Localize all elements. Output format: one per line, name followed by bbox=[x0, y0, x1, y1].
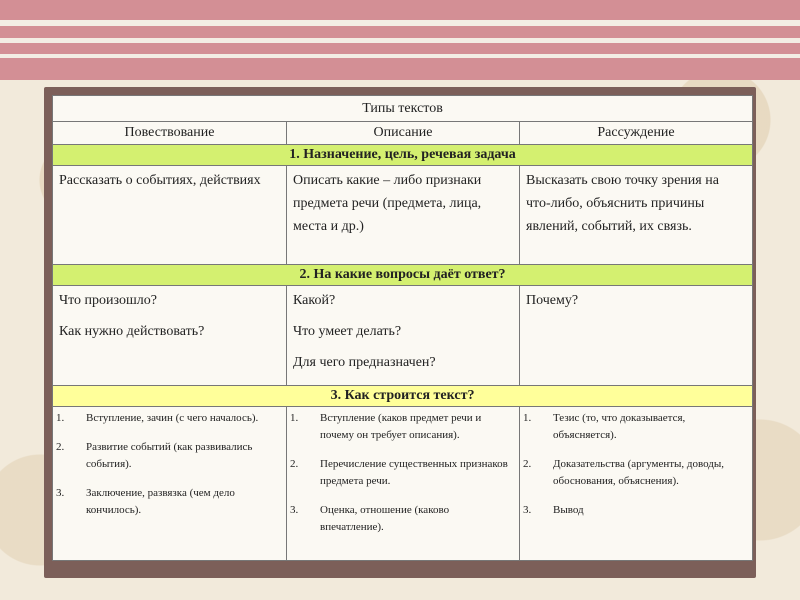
header-reasoning: Рассуждение bbox=[520, 122, 753, 145]
table-row bbox=[53, 286, 753, 386]
list-item bbox=[53, 439, 282, 473]
cell-text: Почему? bbox=[526, 293, 579, 308]
list-item bbox=[53, 485, 282, 519]
cell-text: Для чего предназначен? bbox=[293, 355, 436, 370]
text-types-table bbox=[52, 95, 753, 561]
list-number: 3. bbox=[290, 504, 299, 516]
cell-text: Что умеет делать? bbox=[293, 324, 402, 339]
section-row-purpose bbox=[53, 145, 753, 166]
section-heading: 1. Назначение, цель, речевая задача bbox=[53, 145, 753, 166]
list-number: 2. bbox=[56, 441, 65, 453]
list-text: Тезис (то, что доказывается, объясняется). bbox=[553, 412, 686, 441]
table-cell bbox=[520, 407, 753, 561]
table-title-row bbox=[53, 96, 753, 122]
list-text: Вывод bbox=[553, 504, 584, 516]
list-text: Заключение, развязка (чем дело кончилось). bbox=[86, 487, 235, 516]
list-number: 2. bbox=[523, 458, 532, 470]
section-heading: 3. Как строится текст? bbox=[53, 386, 753, 407]
table-cell bbox=[520, 286, 753, 386]
list-number: 2. bbox=[290, 458, 299, 470]
list-item bbox=[287, 410, 515, 444]
list-text: Доказательства (аргументы, доводы, обоснования, объяснения). bbox=[553, 458, 725, 487]
list-item bbox=[520, 502, 748, 519]
section-heading: 2. На какие вопросы даёт ответ? bbox=[53, 265, 753, 286]
band-stripe bbox=[0, 54, 800, 58]
table-cell bbox=[53, 407, 287, 561]
list-number: 1. bbox=[290, 412, 299, 424]
table-row bbox=[53, 407, 753, 561]
cell-text: Какой? bbox=[293, 293, 336, 308]
table-row bbox=[53, 166, 753, 265]
table-cell bbox=[53, 286, 287, 386]
section-row-structure bbox=[53, 386, 753, 407]
list-item bbox=[520, 410, 748, 444]
list-number: 3. bbox=[56, 487, 65, 499]
list-item bbox=[287, 456, 515, 490]
structure-list bbox=[53, 407, 286, 519]
cell-text: Описать какие – либо признаки предмета речи (предмета, лица, места и др.) bbox=[293, 173, 482, 234]
cell-text: Рассказать о событиях, действиях bbox=[59, 173, 261, 188]
list-item bbox=[53, 410, 282, 427]
table-cell bbox=[520, 166, 753, 265]
list-text: Вступление (каков предмет речи и почему он требует описания). bbox=[320, 412, 482, 441]
list-number: 1. bbox=[56, 412, 65, 424]
list-text: Вступление, зачин (с чего началось). bbox=[86, 412, 259, 424]
table-title: Типы текстов bbox=[53, 96, 753, 122]
header-narration: Повествование bbox=[53, 122, 287, 145]
list-text: Оценка, отношение (каково впечатление). bbox=[320, 504, 450, 533]
cell-text: Как нужно действовать? bbox=[59, 324, 205, 339]
list-item bbox=[287, 502, 515, 536]
table-cell bbox=[287, 166, 520, 265]
band-stripe bbox=[0, 20, 800, 26]
table-cell bbox=[287, 286, 520, 386]
list-text: Перечисление существенных признаков предмета речи. bbox=[320, 458, 508, 487]
structure-list bbox=[520, 407, 752, 519]
text-types-table-container bbox=[52, 95, 752, 561]
band-stripe bbox=[0, 38, 800, 43]
section-row-questions bbox=[53, 265, 753, 286]
table-header-row bbox=[53, 122, 753, 145]
list-text: Развитие событий (как развивались события). bbox=[86, 441, 253, 470]
list-number: 1. bbox=[523, 412, 532, 424]
table-cell bbox=[287, 407, 520, 561]
structure-list bbox=[287, 407, 519, 536]
list-item bbox=[520, 456, 748, 490]
table-cell bbox=[53, 166, 287, 265]
cell-text: Высказать свою точку зрения на что-либо, объяснить причины явлений, событий, их связь. bbox=[526, 173, 719, 234]
top-decorative-band bbox=[0, 0, 800, 80]
header-description: Описание bbox=[287, 122, 520, 145]
cell-text: Что произошло? bbox=[59, 293, 157, 308]
list-number: 3. bbox=[523, 504, 532, 516]
